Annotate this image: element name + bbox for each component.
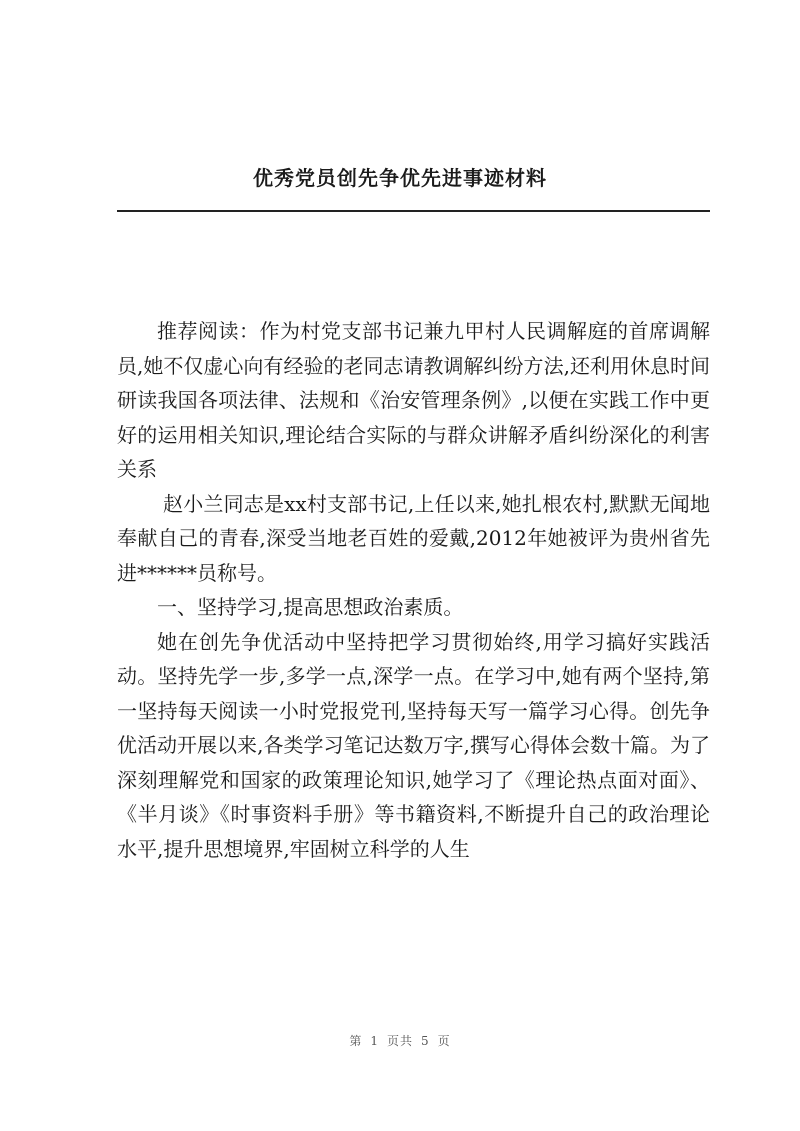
footer-suffix: 页 <box>437 1034 451 1048</box>
document-body <box>117 314 710 866</box>
paragraph-recommended-reading: 推荐阅读：作为村党支部书记兼九甲村人民调解庭的首席调解员,她不仅虚心向有经验的老同志请教调解纠纷方法,还利用休息时间研读我国各项法律、法规和《治安管理条例》,以便在实践工作中更好的运用相关知识,理论结合实际的与群众讲解矛盾纠纷深化的利害关系 <box>117 319 710 481</box>
current-page-number: 1 <box>370 1034 379 1048</box>
footer-middle: 页共 <box>386 1034 413 1048</box>
footer-prefix: 第 <box>349 1034 363 1048</box>
document-title: 优秀党员创先争优先进事迹材料 <box>253 166 547 190</box>
page-number-footer <box>0 1032 800 1049</box>
total-page-count: 5 <box>421 1034 430 1048</box>
section-heading: 一、坚持学习,提高思想政治素质。 <box>157 595 464 619</box>
paragraph-study: 她在创先争优活动中坚持把学习贯彻始终,用学习搞好实践活动。坚持先学一步,多学一点,深学一点。在学习中,她有两个坚持,第一坚持每天阅读一小时党报党刊,坚持每天写一篇学习心得。创先争优活动开展以来,各类学习笔记达数万字,撰写心得体会数十篇。为了深刻理解党和国家的政策理论知识,她学习了《理论热点面对面》、《半月谈》《时事资料手册》等书籍资料,不断提升自己的政治理论水平,提升思想境界,牢固树立科学的人生 <box>117 629 710 861</box>
title-underline <box>117 210 710 212</box>
paragraph-introduction: 赵小兰同志是xx村支部书记,上任以来,她扎根农村,默默无闻地奉献自己的青春,深受当地老百姓的爱戴,2012年她被评为贵州省先进******员称号。 <box>117 491 710 585</box>
